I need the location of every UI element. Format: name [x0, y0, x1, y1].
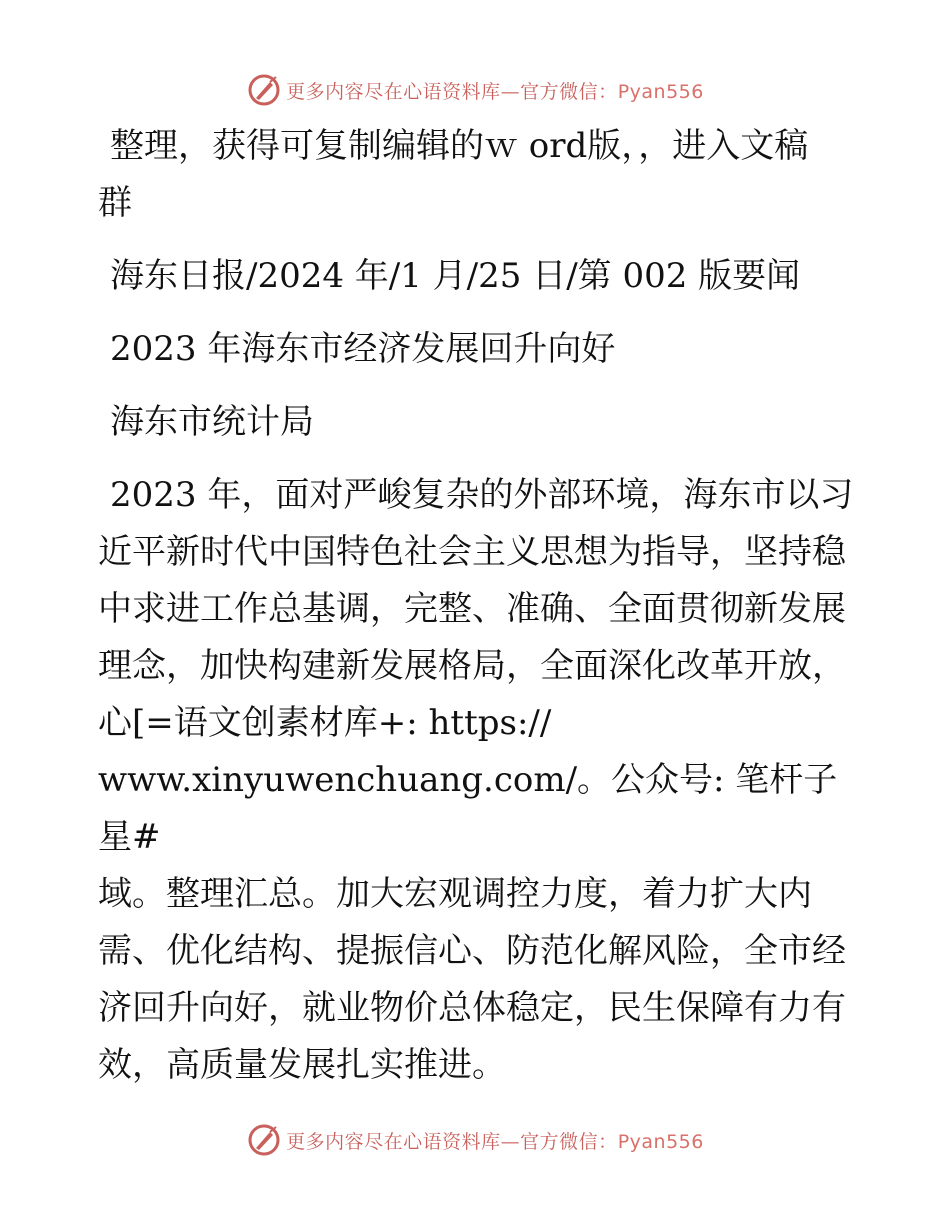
- source-line: 海东日报/2024 年/1 月/25 日/第 002 版要闻: [110, 256, 801, 296]
- quill-logo-icon: [246, 1122, 282, 1158]
- banner-separator: —: [500, 1130, 521, 1153]
- banner-wechat-id: Pyan556: [617, 80, 704, 103]
- body-line: 效，高质量发展扎实推进。: [98, 1045, 506, 1085]
- banner-wechat-label: 官方微信：: [520, 1130, 618, 1153]
- body-line: www.xinyuwenchuang.com/。公众号: 笔杆子星#: [98, 760, 838, 857]
- body-line: 2023 年，面对严峻复杂的外部环境，海东市以习: [110, 475, 854, 515]
- body-paragraph: [98, 467, 858, 1094]
- body-line: 近平新时代中国特色社会主义思想为指导，坚持稳: [98, 532, 846, 572]
- headline: 2023 年海东市经济发展回升向好: [110, 329, 616, 369]
- banner-wechat-id: Pyan556: [617, 1130, 704, 1153]
- body-line: 理念，加快构建新发展格局，全面深化改革开放，: [98, 646, 846, 686]
- body-line: 需、优化结构、提振信心、防范化解风险，全市经: [98, 931, 846, 971]
- header-watermark-banner: [0, 70, 950, 110]
- intro-line: 整理，获得可复制编辑的ｗ ord版，，进入文稿: [110, 126, 809, 166]
- banner-text: [286, 1127, 704, 1154]
- quill-logo-icon: [246, 72, 282, 108]
- banner-slogan: 更多内容尽在心语资料库: [286, 1130, 501, 1153]
- body-line: 中求进工作总基调，完整、准确、全面贯彻新发展: [98, 589, 846, 629]
- author-line: 海东市统计局: [110, 402, 314, 442]
- footer-watermark-banner: [0, 1120, 950, 1160]
- intro-line: 群: [98, 183, 132, 223]
- banner-wechat-label: 官方微信：: [520, 80, 618, 103]
- document-body: [98, 118, 858, 1094]
- body-line: 济回升向好，就业物价总体稳定，民生保障有力有: [98, 988, 846, 1028]
- body-line: 心[=语文创素材库+: https://: [98, 703, 552, 743]
- banner-separator: —: [500, 80, 521, 103]
- banner-text: [286, 77, 704, 104]
- body-line: 域。整理汇总。加大宏观调控力度，着力扩大内: [98, 874, 812, 914]
- banner-slogan: 更多内容尽在心语资料库: [286, 80, 501, 103]
